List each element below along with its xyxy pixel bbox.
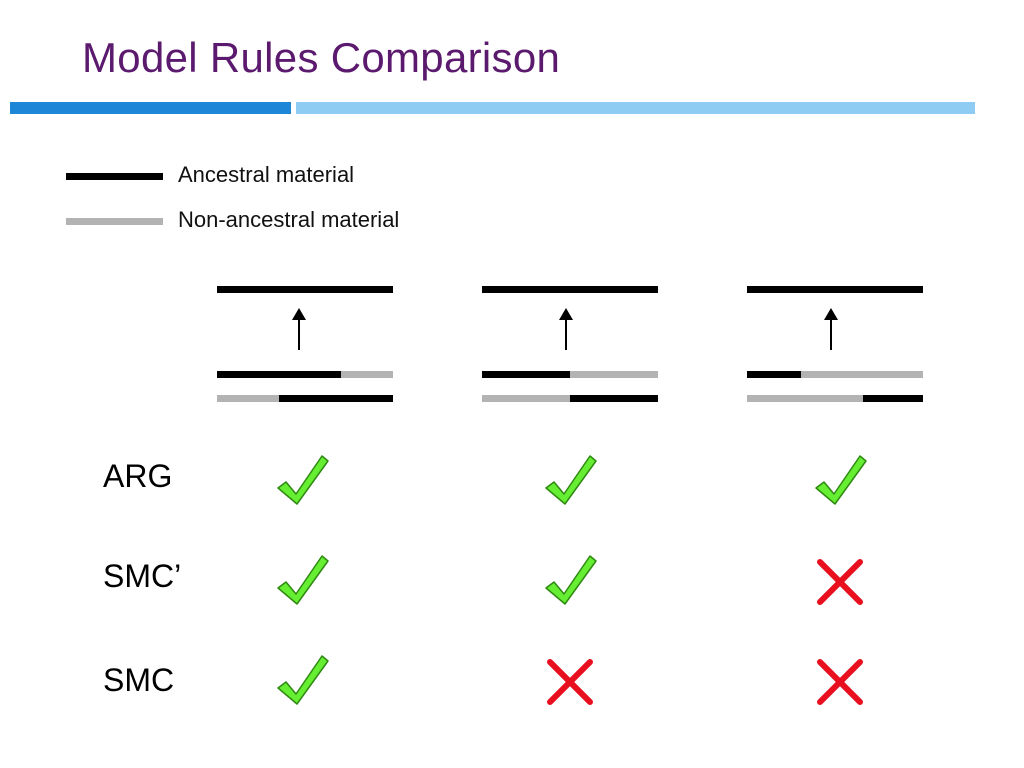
child-a-non-ancestral — [570, 371, 658, 378]
row-label-smc: SMC — [103, 662, 175, 698]
child-a-ancestral — [217, 371, 341, 378]
child-b-non-ancestral — [747, 395, 863, 402]
child-b-ancestral — [863, 395, 923, 402]
parent-segment — [747, 286, 923, 293]
up-arrow-icon — [565, 310, 567, 350]
checkmark-icon — [272, 552, 332, 612]
child-a-ancestral — [482, 371, 570, 378]
child-b-non-ancestral — [482, 395, 570, 402]
legend-non-ancestral-label: Non-ancestral material — [178, 207, 400, 232]
legend-ancestral-label: Ancestral material — [178, 162, 355, 187]
child-a-ancestral — [747, 371, 801, 378]
slide-title: Model Rules Comparison — [82, 34, 561, 81]
legend-ancestral-swatch — [66, 173, 163, 180]
checkmark-icon — [810, 452, 870, 512]
checkmark-icon — [540, 452, 600, 512]
legend-non-ancestral-swatch — [66, 218, 163, 225]
child-b-ancestral — [570, 395, 658, 402]
row-label-arg: ARG — [103, 458, 173, 494]
up-arrow-icon — [830, 310, 832, 350]
child-a-non-ancestral — [801, 371, 923, 378]
child-a-non-ancestral — [341, 371, 393, 378]
cross-icon — [540, 652, 600, 712]
checkmark-icon — [272, 452, 332, 512]
child-b-non-ancestral — [217, 395, 279, 402]
checkmark-icon — [272, 652, 332, 712]
checkmark-icon — [540, 552, 600, 612]
up-arrow-icon — [298, 310, 300, 350]
title-underline-light — [296, 102, 975, 114]
child-b-ancestral — [279, 395, 393, 402]
title-underline-dark — [10, 102, 291, 114]
parent-segment — [482, 286, 658, 293]
row-label-smc-prime: SMC’ — [103, 558, 182, 594]
cross-icon — [810, 552, 870, 612]
parent-segment — [217, 286, 393, 293]
cross-icon — [810, 652, 870, 712]
